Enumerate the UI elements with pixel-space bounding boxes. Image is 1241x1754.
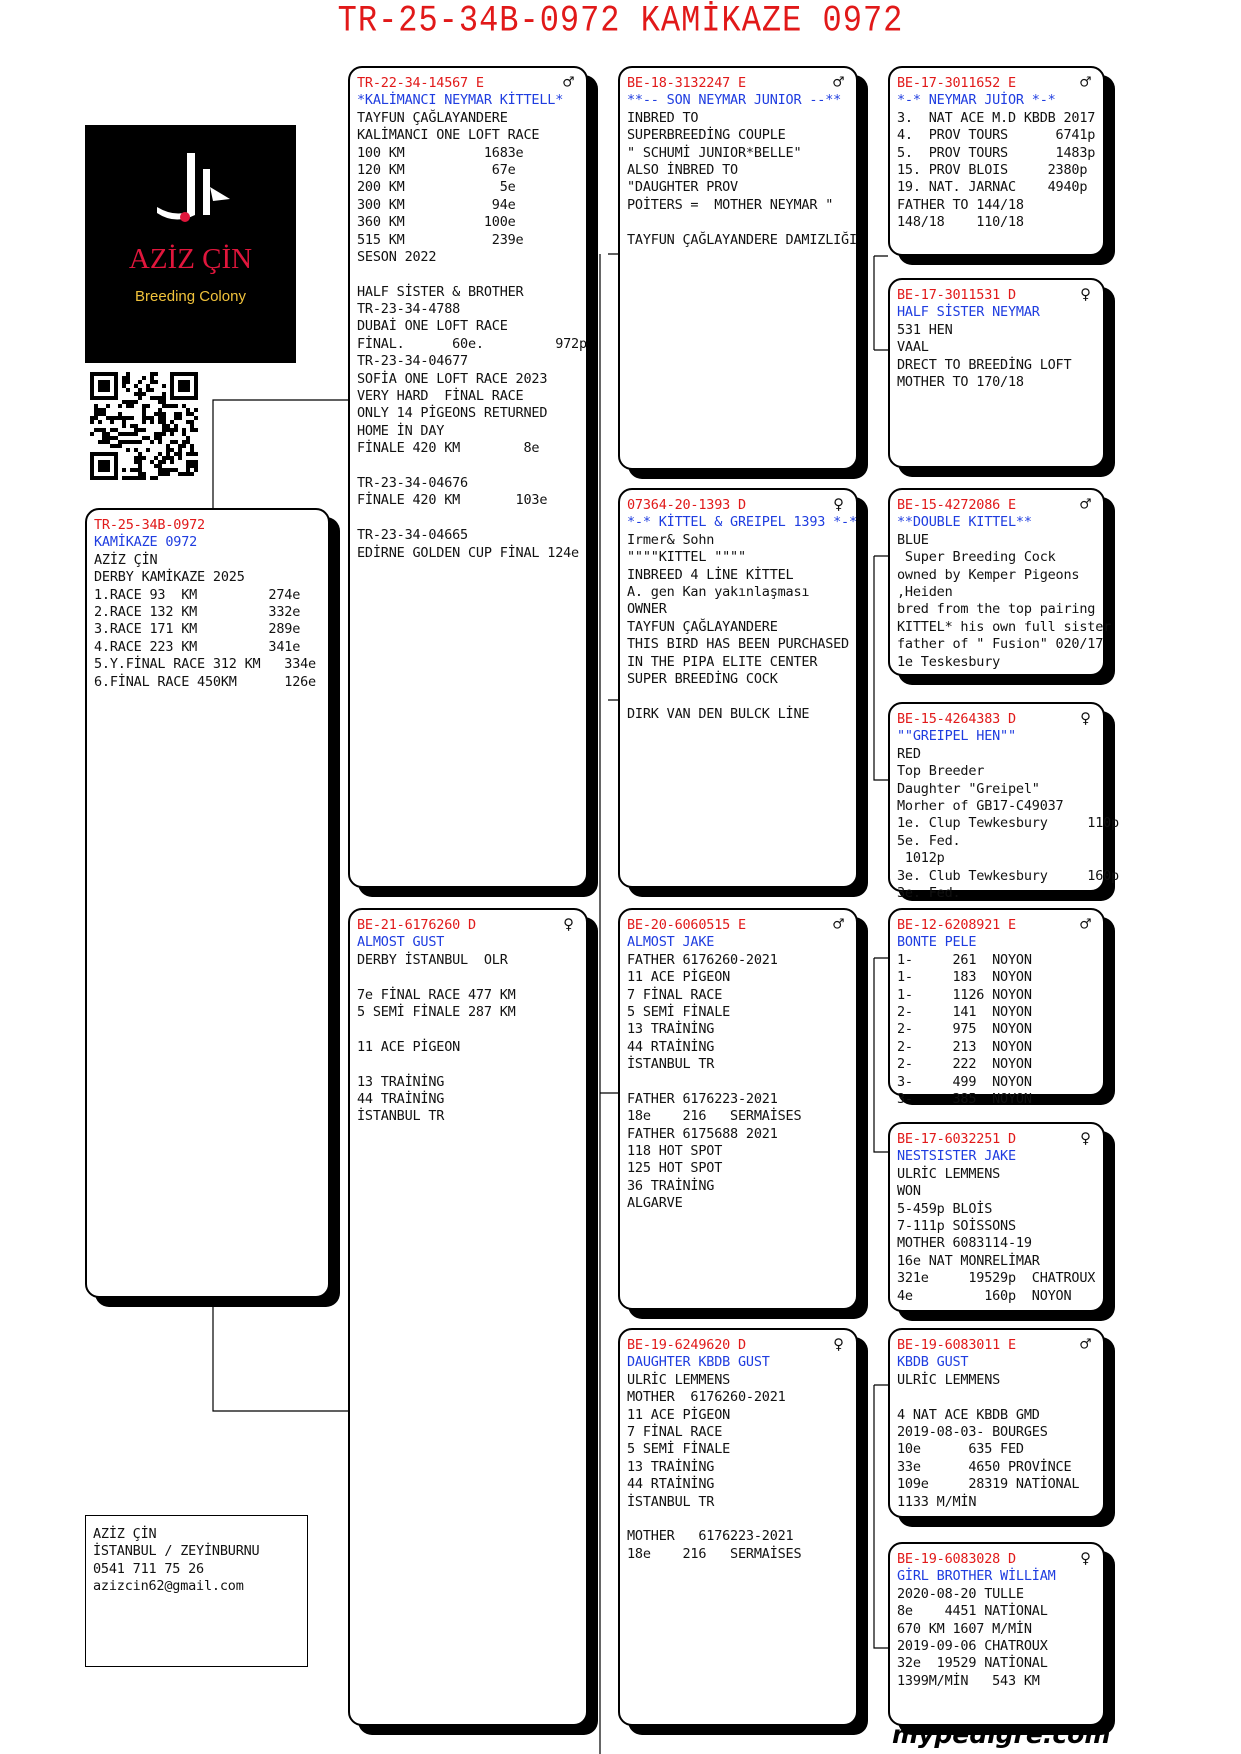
pigeon-name: ""GREIPEL HEN"" (897, 728, 1016, 745)
info-line: 13 TRAİNİNG (627, 1458, 715, 1475)
info-line: 118 HOT SPOT (627, 1143, 723, 1160)
male-symbol-icon: ♂ (833, 72, 844, 93)
ring-number: 07364-20-1393 D (627, 497, 746, 513)
info-line: VERY HARD FİNAL RACE (357, 388, 524, 405)
info-line: AZİZ ÇİN (94, 551, 158, 568)
ring-number: BE-18-3132247 E (627, 75, 746, 91)
female-symbol-icon: ♀ (1080, 284, 1091, 305)
info-line: FATHER 6176260-2021 (627, 951, 778, 968)
info-line: MOTHER 6083114-19 (897, 1235, 1032, 1252)
info-line: İSTANBUL TR (627, 1056, 715, 1073)
info-line: FİNAL. 60e. 972p (357, 335, 587, 352)
info-line (357, 1056, 580, 1073)
ring-number: BE-12-6208921 E (897, 917, 1016, 933)
info-line: Top Breeder (897, 763, 985, 780)
ring-number: BE-15-4272086 E (897, 497, 1016, 513)
info-line: İSTANBUL TR (627, 1493, 715, 1510)
info-line: MOTHER 6176223-2021 (627, 1528, 794, 1545)
ring-number: BE-20-6060515 E (627, 917, 746, 933)
card-ggp-7 (888, 1328, 1105, 1518)
info-line: father of " Fusion" 020/17 (897, 636, 1104, 653)
male-symbol-icon: ♂ (1080, 1334, 1091, 1355)
info-line: IN THE PIPA ELITE CENTER (627, 653, 818, 670)
pigeon-name: **DOUBLE KITTEL** (897, 514, 1032, 531)
info-line: ,Heiden (897, 583, 953, 600)
info-line: DRECT TO BREEDİNG LOFT (897, 356, 1072, 373)
info-line: ULRİC LEMMENS (897, 1371, 1001, 1388)
info-line: WON (897, 1183, 921, 1200)
contact-address: İSTANBUL / ZEYİNBURNU (93, 1543, 260, 1560)
info-line: 2020-08-20 TULLE (897, 1585, 1024, 1602)
info-line: 100 KM 1683e (357, 144, 524, 161)
info-line: 10e 635 FED (897, 1441, 1024, 1458)
info-line: 32e 19529 NATİONAL (897, 1655, 1048, 1672)
card-sire (348, 66, 588, 888)
card-dam (348, 908, 588, 1726)
info-line: ALSO İNBRED TO (627, 161, 738, 178)
info-line: 4 NAT ACE KBDB GMD (897, 1406, 1040, 1423)
info-line: 5.Y.FİNAL RACE 312 KM 334e (94, 656, 316, 673)
pigeon-name: GİRL BROTHER WİLLİAM (897, 1568, 1056, 1585)
info-line: Daughter "Greipel" (897, 780, 1040, 797)
female-symbol-icon: ♀ (1080, 1128, 1091, 1149)
pigeon-name: DAUGHTER KBDB GUST (627, 1354, 770, 1371)
pedigree-title: TR-25-34B-0972 KAMİKAZE 0972 (337, 0, 904, 42)
info-line: 4.RACE 223 KM 341e (94, 638, 301, 655)
info-line: HALF SİSTER & BROTHER (357, 283, 524, 300)
info-line (627, 1511, 850, 1528)
info-line: 5. PROV TOURS 1483p (897, 144, 1096, 161)
info-line: 7e FİNAL RACE 477 KM (357, 986, 516, 1003)
info-line: 44 RTAİNİNG (627, 1038, 715, 1055)
pigeon-name: *KALİMANCI NEYMAR KİTTELL* (357, 92, 564, 109)
info-line: HOME İN DAY (357, 422, 445, 439)
footer-brand: mypedigre.com (892, 1720, 1111, 1749)
info-line: 3. NAT ACE M.D KBDB 2017 (897, 109, 1096, 126)
card-subject (85, 508, 330, 1298)
info-line: 1- 183 NOYON (897, 969, 1032, 986)
male-symbol-icon: ♂ (563, 72, 574, 93)
info-line: DIRK VAN DEN BULCK LİNE (627, 705, 810, 722)
card-ggp-4 (888, 702, 1119, 901)
info-line: 2019-09-06 CHATROUX (897, 1637, 1048, 1654)
info-line: Super Breeding Cock (897, 549, 1056, 566)
info-line: 8e 4451 NATİONAL (897, 1603, 1048, 1620)
info-line: 360 KM 100e (357, 214, 516, 231)
ring-number: BE-17-3011531 D (897, 287, 1016, 303)
info-line: 1- 1126 NOYON (897, 986, 1032, 1003)
ring-number: BE-21-6176260 D (357, 917, 476, 933)
pigeon-name: ALMOST GUST (357, 934, 445, 951)
info-line: SOFİA ONE LOFT RACE 2023 (357, 370, 548, 387)
info-line (627, 1074, 850, 1091)
info-line: DERBY KAMİKAZE 2025 (94, 569, 245, 586)
card-ggp-1 (888, 66, 1105, 256)
info-line: 5 SEMİ FİNALE (627, 1003, 731, 1020)
info-line: ULRİC LEMMENS (627, 1371, 731, 1388)
info-line: 13 TRAİNİNG (357, 1073, 445, 1090)
info-line: FİNALE 420 KM 103e (357, 492, 548, 509)
info-line: ALGARVE (627, 1195, 683, 1212)
info-line: 7-111p SOİSSONS (897, 1217, 1016, 1234)
info-line: A. gen Kan yakınlaşması (627, 583, 810, 600)
male-symbol-icon: ♂ (833, 914, 844, 935)
info-line: owned by Kemper Pigeons (897, 566, 1080, 583)
info-line: 2- 222 NOYON (897, 1056, 1032, 1073)
info-line: 6.FİNAL RACE 450KM 126e (94, 673, 316, 690)
info-line: 3.RACE 171 KM 289e (94, 621, 301, 638)
info-line: 200 KM 5e (357, 179, 516, 196)
info-line: Irmer& Sohn (627, 531, 715, 548)
info-line: INBRED TO (627, 109, 699, 126)
info-line: 3e. Fed. (897, 884, 961, 901)
info-line: 5e. Fed. (897, 832, 961, 849)
pigeon-name: *-* KİTTEL & GREIPEL 1393 *-* (627, 514, 857, 531)
pigeon-name: KAMİKAZE 0972 (94, 534, 198, 551)
info-line: 36 TRAİNİNG (627, 1177, 715, 1194)
info-line: 7 FİNAL RACE (627, 1423, 723, 1440)
info-line: """"KITTEL """" (627, 549, 746, 566)
female-symbol-icon: ♀ (833, 494, 844, 515)
card-ggp-6 (888, 1122, 1105, 1312)
contact-name: AZİZ ÇİN (93, 1526, 157, 1542)
info-line: TAYFUN ÇAĞLAYANDERE (357, 109, 508, 126)
info-line: TR-23-34-04676 (357, 474, 468, 491)
contact-phone: 0541 711 75 26 (93, 1560, 204, 1577)
info-line: 5 SEMİ FİNALE (627, 1441, 731, 1458)
info-line: 1.RACE 93 KM 274e (94, 586, 301, 603)
female-symbol-icon: ♀ (1080, 1548, 1091, 1569)
info-line: 11 ACE PİGEON (627, 1406, 731, 1423)
info-line: 321e 19529p CHATROUX (897, 1270, 1096, 1287)
info-line: 1133 M/MİN (897, 1493, 977, 1510)
info-line: 15. PROV BLOIS 2380p (897, 161, 1088, 178)
info-line: 109e 28319 NATİONAL (897, 1476, 1080, 1493)
info-line: TR-23-34-04665 (357, 527, 468, 544)
info-line: bred from the top pairing (897, 601, 1096, 618)
ring-number: BE-15-4264383 D (897, 711, 1016, 727)
info-line: TAYFUN ÇAĞLAYANDERE (627, 618, 778, 635)
female-symbol-icon: ♀ (563, 914, 574, 935)
card-ggp-3 (888, 488, 1112, 676)
info-line: 13 TRAİNİNG (627, 1021, 715, 1038)
info-line: 44 TRAİNİNG (357, 1090, 445, 1107)
info-line: 4e 160p NOYON (897, 1287, 1072, 1304)
info-line: "DAUGHTER PROV (627, 179, 738, 196)
male-symbol-icon: ♂ (1080, 494, 1091, 515)
info-line: FİNALE 420 KM 8e (357, 440, 540, 457)
card-dam-dam (618, 1328, 858, 1726)
info-line: 148/18 110/18 (897, 214, 1024, 231)
info-line: 515 KM 239e (357, 231, 524, 248)
female-symbol-icon: ♀ (1080, 708, 1091, 729)
info-line (627, 214, 850, 231)
info-line: 531 HEN (897, 321, 953, 338)
info-line: 4. PROV TOURS 6741p (897, 127, 1096, 144)
info-line: 16e NAT MONRELİMAR (897, 1252, 1040, 1269)
card-ggp-5 (888, 908, 1105, 1107)
info-line: 18e 216 SERMAİSES (627, 1545, 802, 1562)
info-line: 1012p (897, 850, 945, 867)
info-line: 125 HOT SPOT (627, 1160, 723, 1177)
info-line: ONLY 14 PİGEONS RETURNED (357, 405, 548, 422)
info-line: POİTERS = MOTHER NEYMAR " (627, 196, 834, 213)
info-line: 1- 261 NOYON (897, 951, 1032, 968)
info-line: FATHER 6176223-2021 (627, 1090, 778, 1107)
info-line: DUBAİ ONE LOFT RACE (357, 318, 508, 335)
info-line: 670 KM 1607 M/MİN (897, 1620, 1032, 1637)
info-line: FATHER TO 144/18 (897, 196, 1024, 213)
info-line (897, 1389, 1097, 1406)
info-line: EDİRNE GOLDEN CUP FİNAL 124e (357, 544, 579, 561)
info-line: 44 RTAİNİNG (627, 1476, 715, 1493)
info-line: 5-459p BLOİS (897, 1200, 993, 1217)
info-line (627, 688, 850, 705)
info-line: İSTANBUL TR (357, 1108, 445, 1125)
pigeon-name: **-- SON NEYMAR JUNIOR --** (627, 92, 842, 109)
info-line: 2- 141 NOYON (897, 1003, 1032, 1020)
info-line: 1e Teskesbury (897, 653, 1001, 670)
info-line: 19. NAT. JARNAC 4940p (897, 179, 1088, 196)
info-line: 1e. Clup Tewkesbury 110p (897, 815, 1119, 832)
info-line: TR-23-34-4788 (357, 301, 461, 318)
ring-number: TR-25-34B-0972 (94, 517, 205, 533)
info-line: 300 KM 94e (357, 196, 516, 213)
ring-number: BE-19-6083028 D (897, 1551, 1016, 1567)
info-line: KALİMANCI ONE LOFT RACE (357, 127, 540, 144)
info-line: VAAL (897, 339, 929, 356)
info-line: 2- 975 NOYON (897, 1021, 1032, 1038)
info-line: 1399M/MİN 543 KM (897, 1672, 1040, 1689)
info-line: 2.RACE 132 KM 332e (94, 603, 301, 620)
info-line (357, 510, 580, 527)
pigeon-name: BONTE PELE (897, 934, 977, 951)
card-dam-sire (618, 908, 858, 1310)
info-line: " SCHUMİ JUNIOR*BELLE" (627, 144, 802, 161)
logo-name: AZİZ ÇİN (128, 243, 253, 275)
info-line: SESON 2022 (357, 248, 437, 265)
info-line: FATHER 6175688 2021 (627, 1125, 778, 1142)
info-line: 120 KM 67e (357, 161, 516, 178)
info-line: MOTHER TO 170/18 (897, 373, 1024, 390)
male-symbol-icon: ♂ (1080, 72, 1091, 93)
info-line: SUPER BREEDİNG COCK (627, 670, 778, 687)
ring-number: BE-19-6249620 D (627, 1337, 746, 1353)
info-line: BLUE (897, 531, 929, 548)
pigeon-name: HALF SİSTER NEYMAR (897, 304, 1040, 321)
pigeon-name: ALMOST JAKE (627, 934, 715, 951)
card-sire-dam (618, 488, 858, 888)
info-line (357, 458, 580, 475)
info-line: 11 ACE PİGEON (357, 1038, 461, 1055)
info-line: 2019-08-03- BOURGES (897, 1423, 1048, 1440)
info-line: 3e. Club Tewkesbury 160p (897, 867, 1119, 884)
info-line: TR-23-34-04677 (357, 353, 468, 370)
info-line: DERBY İSTANBUL OLR (357, 951, 508, 968)
female-symbol-icon: ♀ (833, 1334, 844, 1355)
info-line: INBREED 4 LİNE KİTTEL (627, 566, 794, 583)
info-line: 33e 4650 PROVİNCE (897, 1458, 1072, 1475)
info-line (357, 266, 580, 283)
info-line: 3- 499 NOYON (897, 1073, 1032, 1090)
card-sire-sire (618, 66, 858, 470)
info-line (357, 969, 580, 986)
info-line: KITTEL* his own full sister (897, 618, 1112, 635)
pigeon-name: NESTSISTER JAKE (897, 1148, 1016, 1165)
info-line (357, 1021, 580, 1038)
pigeon-name: KBDB GUST (897, 1354, 969, 1371)
info-line: SUPERBREEDİNG COUPLE (627, 127, 786, 144)
info-line: RED (897, 745, 921, 762)
info-line: THIS BIRD HAS BEEN PURCHASED (627, 636, 849, 653)
info-line: Morher of GB17-C49037 (897, 797, 1064, 814)
info-line: 7 FİNAL RACE (627, 986, 723, 1003)
breeder-contact (85, 1515, 308, 1667)
male-symbol-icon: ♂ (1080, 914, 1091, 935)
pigeon-name: *-* NEYMAR JUİOR *-* (897, 92, 1056, 109)
info-line: ULRİC LEMMENS (897, 1165, 1001, 1182)
info-line: 3- 385 NOYON (897, 1090, 1032, 1107)
info-line: 18e 216 SERMAİSES (627, 1108, 802, 1125)
info-line: OWNER (627, 601, 667, 618)
ring-number: TR-22-34-14567 E (357, 75, 484, 91)
info-line: MOTHER 6176260-2021 (627, 1389, 786, 1406)
info-line: TAYFUN ÇAĞLAYANDERE DAMIZLIĞI (627, 231, 857, 248)
ring-number: BE-17-6032251 D (897, 1131, 1016, 1147)
info-line: 5 SEMİ FİNALE 287 KM (357, 1003, 516, 1020)
info-line: 11 ACE PİGEON (627, 969, 731, 986)
ring-number: BE-17-3011652 E (897, 75, 1016, 91)
card-ggp-2 (888, 278, 1105, 468)
contact-email: azizcin62@gmail.com (93, 1578, 244, 1595)
ring-number: BE-19-6083011 E (897, 1337, 1016, 1353)
logo-subtitle: Breeding Colony (135, 288, 246, 305)
info-line: 2- 213 NOYON (897, 1038, 1032, 1055)
card-ggp-8 (888, 1542, 1105, 1726)
